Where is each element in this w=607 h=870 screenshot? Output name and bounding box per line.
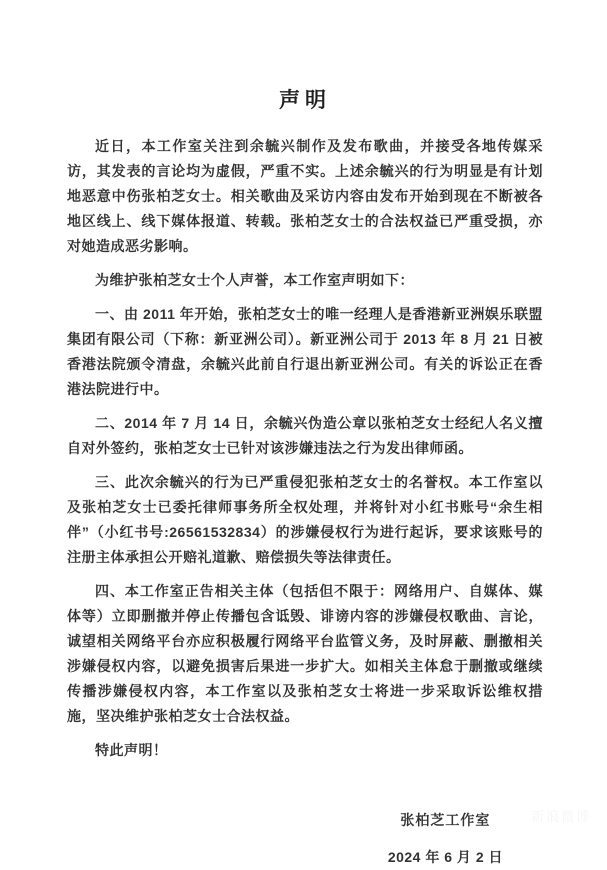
weibo-watermark [531, 806, 591, 825]
signature-block [388, 808, 503, 870]
paragraph: 三、此次余毓兴的行为已严重侵犯张柏芝女士的名誉权。本工作室以及张柏芝女士已委托律师事务所全权处理，并将针对小红书账号“余生相伴”（小红书号:26561532834）的涉嫌侵权行为进行起诉，要求该账号的注册主体承担公开赔礼道歉、赔偿损失等法律责任。 [67, 474, 543, 565]
closing-line: 特此声明！ [95, 742, 168, 758]
paragraph: 二、2014 年 7 月 14 日，余毓兴伪造公章以张柏芝女士经纪人名义擅自对外签约，张柏芝女士已针对该涉嫌违法之行为发出律师函。 [67, 415, 543, 456]
statement-paragraphs [67, 134, 543, 729]
statement-title: 声明 [279, 89, 331, 112]
paragraph: 一、由 2011 年开始，张柏芝女士的唯一经理人是香港新亚洲娱乐联盟集团有限公司（下称：新亚洲公司）。新亚洲公司于 2013 年 8 月 21 日被香港法院颁令清盘，余毓兴此前自行退出新亚洲公司。有关的诉讼正在香港法院进行中。 [67, 306, 543, 397]
paragraph: 近日，本工作室关注到余毓兴制作及发布歌曲，并接受各地传媒采访，其发表的言论均为虚假，严重不实。上述余毓兴的行为明显是有计划地恶意中伤张柏芝女士。相关歌曲及采访内容由发布开始到现在不断被各地区线上、线下媒体报道、转载。张柏芝女士的合法权益已严重受损，亦对她造成恶劣影响。 [67, 138, 543, 254]
paragraph: 为维护张柏芝女士个人声誉，本工作室声明如下： [95, 272, 414, 288]
paragraph: 四、本工作室正告相关主体（包括但不限于：网络用户、自媒体、媒体等）立即删撤并停止传播包含诋毁、诽谤内容的涉嫌侵权歌曲、言论，诚望相关网络平台亦应积极履行网络平台监管义务，及时屏蔽、删撤相关涉嫌侵权内容，以避免损害后果进一步扩大。如相关主体怠于删撤或继续传播涉嫌侵权内容，本工作室以及张柏芝女士将进一步采取诉讼维权措施，坚决维护张柏芝女士合法权益。 [67, 583, 543, 724]
signature-date: 2024 年 6 月 2 日 [387, 849, 503, 865]
signature-name: 张柏芝工作室 [400, 812, 491, 828]
